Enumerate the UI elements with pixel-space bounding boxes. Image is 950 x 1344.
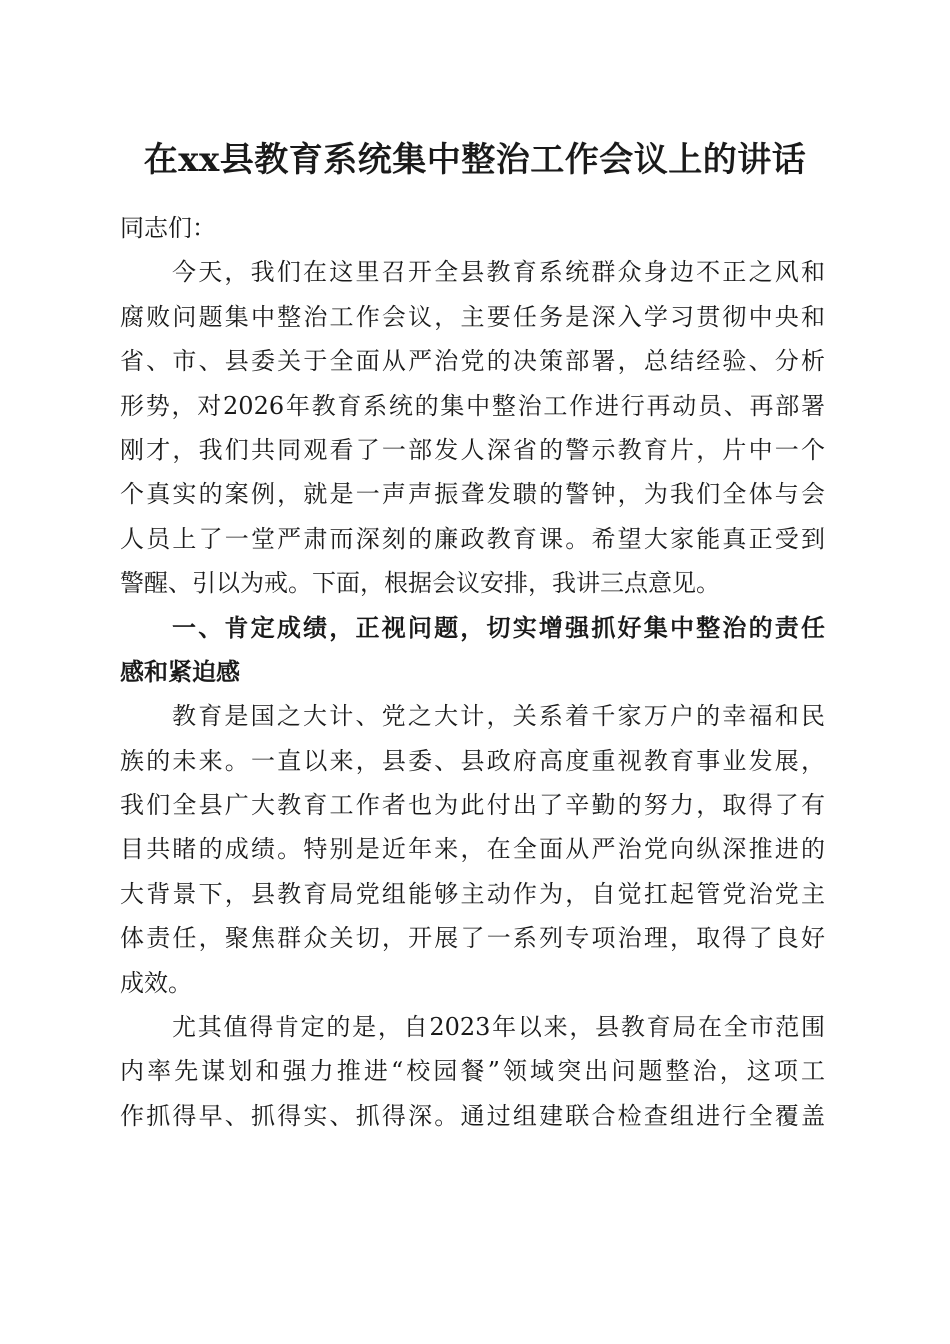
- paragraph-line: 人员上了一堂严肃而深刻的廉政教育课。希望大家能真正受到: [120, 524, 825, 553]
- heading-line: 感和紧迫感: [120, 657, 240, 686]
- paragraph-line: 体责任，聚焦群众关切，开展了一系列专项治理，取得了良好: [120, 924, 825, 953]
- paragraph-education: [120, 694, 825, 1005]
- document-body: [120, 206, 825, 1138]
- paragraph-line: 内率先谋划和强力推进“校园餐”领域突出问题整治，这项工: [120, 1057, 825, 1086]
- paragraph-line: 我们全县广大教育工作者也为此付出了辛勤的努力，取得了有: [120, 791, 825, 820]
- paragraph-line: 省、市、县委关于全面从严治党的决策部署，总结经验、分析: [120, 347, 825, 376]
- paragraph-line: 形势，对2026年教育系统的集中整治工作进行再动员、再部署: [120, 391, 825, 420]
- paragraph-line: 腐败问题集中整治工作会议，主要任务是深入学习贯彻中央和: [120, 302, 825, 331]
- section-heading-1: [120, 606, 825, 695]
- paragraph-line: 大背景下，县教育局党组能够主动作为，自觉扛起管党治党主: [120, 879, 825, 908]
- paragraph-opening: [120, 250, 825, 605]
- heading-line: 一、肯定成绩，正视问题，切实增强抓好集中整治的责任: [172, 613, 825, 642]
- paragraph-line: 族的未来。一直以来，县委、县政府高度重视教育事业发展，: [120, 746, 825, 775]
- paragraph-line: 成效。: [120, 968, 192, 997]
- paragraph-line: 今天，我们在这里召开全县教育系统群众身边不正之风和: [172, 258, 825, 287]
- paragraph-line: 警醒、引以为戒。下面，根据会议安排，我讲三点意见。: [120, 569, 720, 598]
- paragraph-line: 目共睹的成绩。特别是近年来，在全面从严治党向纵深推进的: [120, 835, 825, 864]
- paragraph-line: 个真实的案例，就是一声声振聋发聩的警钟，为我们全体与会: [120, 480, 825, 509]
- salutation: 同志们：: [120, 214, 216, 242]
- paragraph-line: 教育是国之大计、党之大计，关系着千家万户的幸福和民: [172, 702, 825, 731]
- paragraph-line: 刚才，我们共同观看了一部发人深省的警示教育片，片中一个: [120, 435, 825, 464]
- paragraph-line: 尤其值得肯定的是，自2023年以来，县教育局在全市范围: [172, 1013, 825, 1042]
- paragraph-school-meals: [120, 1005, 825, 1138]
- document-title: 在xx县教育系统集中整治工作会议上的讲话: [143, 140, 807, 180]
- paragraph-line: 作抓得早、抓得实、抓得深。通过组建联合检查组进行全覆盖: [120, 1101, 825, 1130]
